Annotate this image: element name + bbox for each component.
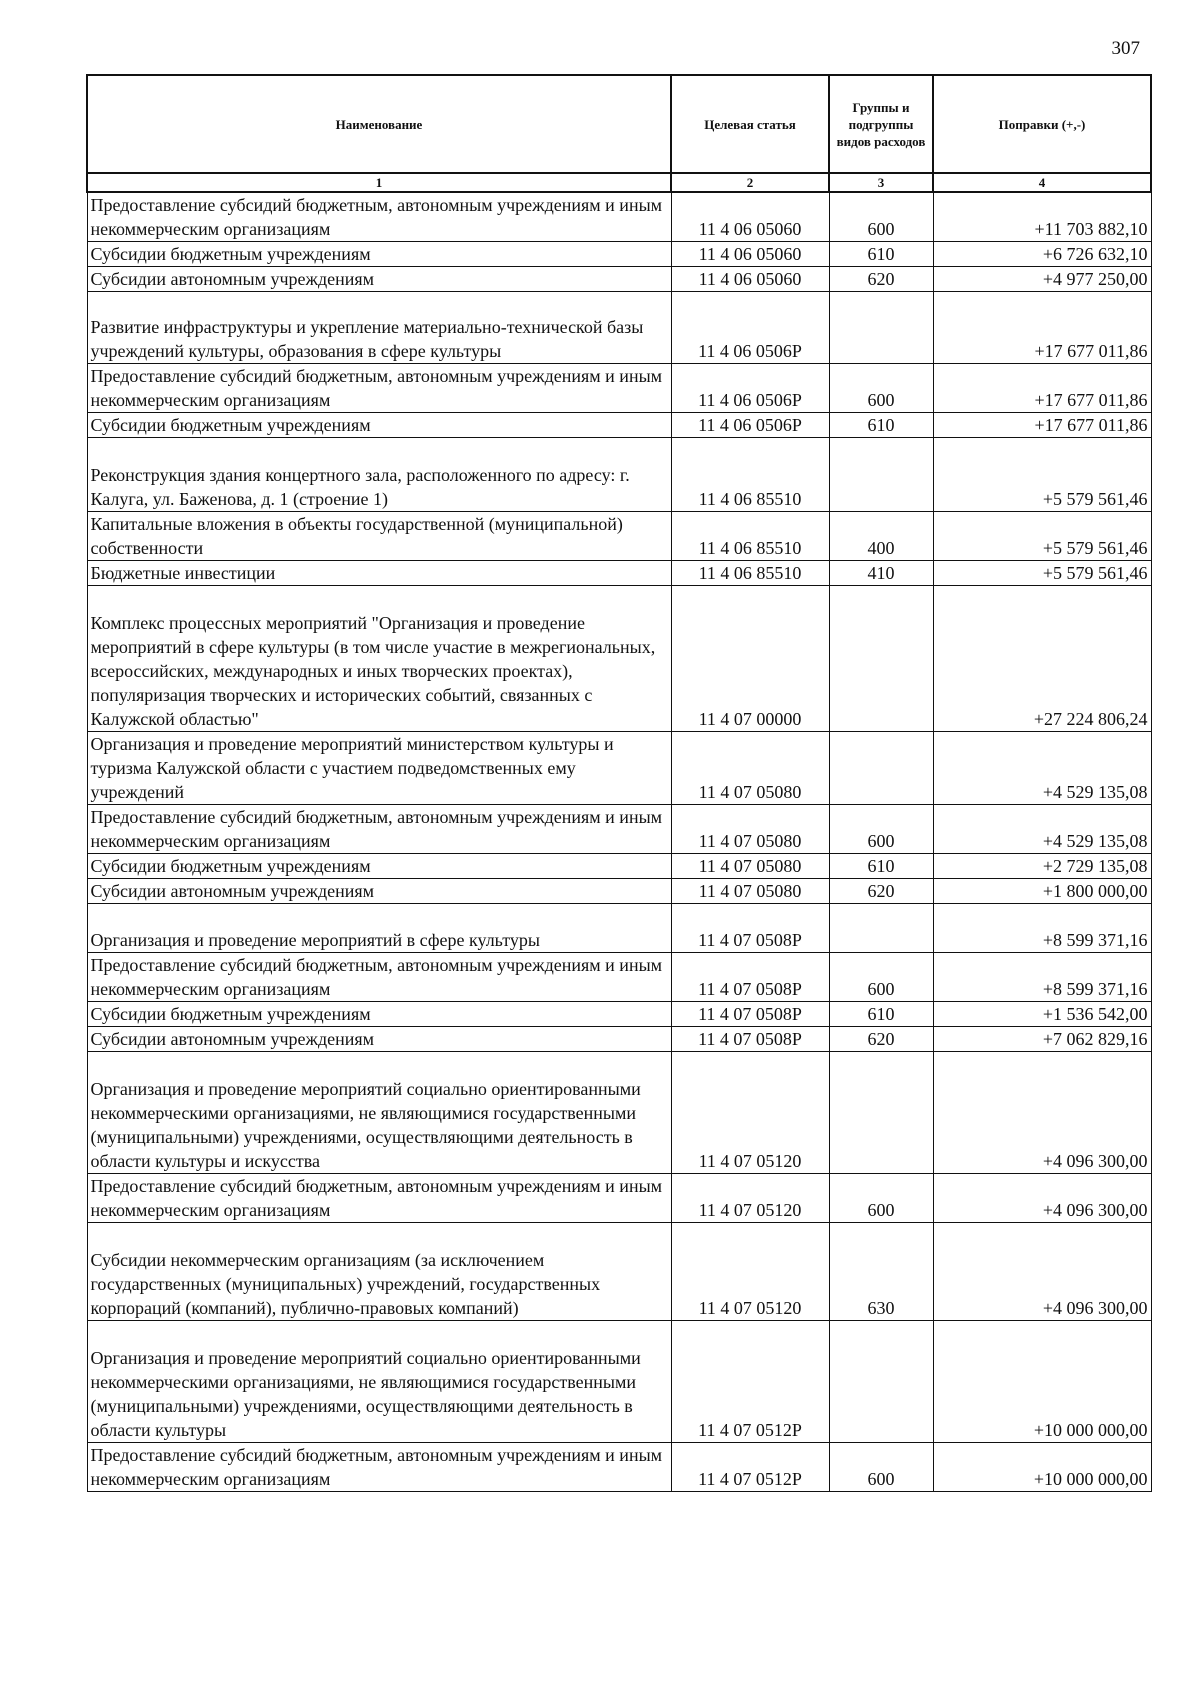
table-row — [87, 854, 1151, 879]
row-target-article: 11 4 07 0512Р — [671, 1443, 829, 1492]
table-row — [87, 1174, 1151, 1223]
row-target-article: 11 4 06 85510 — [671, 561, 829, 586]
row-amendment-amount: +4 096 300,00 — [933, 1052, 1151, 1174]
row-name: Предоставление субсидий бюджетным, автономным учреждениям и иным некоммерческим организациям — [87, 1443, 671, 1492]
header-number-4: 4 — [933, 173, 1151, 192]
row-target-article: 11 4 06 85510 — [671, 512, 829, 561]
table-row — [87, 1223, 1151, 1321]
row-amendment-amount: +4 096 300,00 — [933, 1223, 1151, 1321]
row-name: Комплекс процессных мероприятий "Организация и проведение мероприятий в сфере культуры (в том числе участие в межрегиональных, всероссийских, международных и иных творческих проектах), популяризация творческих и исторических событий, связанных с Калужской областью" — [87, 586, 671, 732]
row-name: Организация и проведение мероприятий в сфере культуры — [87, 904, 671, 953]
table-row — [87, 364, 1151, 413]
budget-amendments-table — [86, 74, 1152, 1492]
row-target-article: 11 4 07 05120 — [671, 1052, 829, 1174]
row-target-article: 11 4 07 05080 — [671, 805, 829, 854]
row-target-article: 11 4 06 0506Р — [671, 292, 829, 364]
row-target-article: 11 4 07 0508Р — [671, 1027, 829, 1052]
row-name: Предоставление субсидий бюджетным, автономным учреждениям и иным некоммерческим организациям — [87, 1174, 671, 1223]
row-name: Субсидии бюджетным учреждениям — [87, 413, 671, 438]
row-amendment-amount: +11 703 882,10 — [933, 192, 1151, 242]
row-name: Реконструкция здания концертного зала, расположенного по адресу: г. Калуга, ул. Баженова, д. 1 (строение 1) — [87, 438, 671, 512]
row-amendment-amount: +5 579 561,46 — [933, 512, 1151, 561]
row-name: Организация и проведение мероприятий социально ориентированными некоммерческими организациями, не являющимися государственными (муниципальными) учреждениями, осуществляющими деятельность в области культуры и искусства — [87, 1052, 671, 1174]
row-expense-group: 610 — [829, 242, 933, 267]
row-amendment-amount: +8 599 371,16 — [933, 904, 1151, 953]
row-expense-group — [829, 732, 933, 805]
row-amendment-amount: +7 062 829,16 — [933, 1027, 1151, 1052]
page-number: 307 — [1111, 38, 1140, 59]
row-expense-group: 610 — [829, 854, 933, 879]
row-amendment-amount: +4 529 135,08 — [933, 732, 1151, 805]
row-amendment-amount: +10 000 000,00 — [933, 1321, 1151, 1443]
row-name: Субсидии автономным учреждениям — [87, 879, 671, 904]
header-number-2: 2 — [671, 173, 829, 192]
row-name: Субсидии автономным учреждениям — [87, 267, 671, 292]
row-amendment-amount: +5 579 561,46 — [933, 438, 1151, 512]
row-name: Развитие инфраструктуры и укрепление материально-технической базы учреждений культуры, образования в сфере культуры — [87, 292, 671, 364]
row-target-article: 11 4 07 0508Р — [671, 1002, 829, 1027]
row-amendment-amount: +10 000 000,00 — [933, 1443, 1151, 1492]
row-expense-group: 630 — [829, 1223, 933, 1321]
row-name: Субсидии автономным учреждениям — [87, 1027, 671, 1052]
table-row — [87, 413, 1151, 438]
table-row — [87, 1443, 1151, 1492]
row-name: Организация и проведение мероприятий социально ориентированными некоммерческими организациями, не являющимися государственными (муниципальными) учреждениями, осуществляющими деятельность в области культуры — [87, 1321, 671, 1443]
row-target-article: 11 4 06 05060 — [671, 267, 829, 292]
row-target-article: 11 4 07 05080 — [671, 879, 829, 904]
row-expense-group — [829, 292, 933, 364]
row-amendment-amount: +27 224 806,24 — [933, 586, 1151, 732]
table-row — [87, 267, 1151, 292]
header-name: Наименование — [87, 75, 671, 173]
table-row — [87, 1002, 1151, 1027]
row-expense-group — [829, 1052, 933, 1174]
row-expense-group: 410 — [829, 561, 933, 586]
row-amendment-amount: +4 977 250,00 — [933, 267, 1151, 292]
row-amendment-amount: +2 729 135,08 — [933, 854, 1151, 879]
row-amendment-amount: +1 536 542,00 — [933, 1002, 1151, 1027]
table-row — [87, 879, 1151, 904]
row-name: Бюджетные инвестиции — [87, 561, 671, 586]
row-name: Организация и проведение мероприятий министерством культуры и туризма Калужской области с участием подведомственных ему учреждений — [87, 732, 671, 805]
header-amendments: Поправки (+,-) — [933, 75, 1151, 173]
row-expense-group: 600 — [829, 953, 933, 1002]
row-name: Субсидии бюджетным учреждениям — [87, 242, 671, 267]
table-row — [87, 512, 1151, 561]
table-row — [87, 904, 1151, 953]
table-row — [87, 732, 1151, 805]
table-row — [87, 805, 1151, 854]
row-name: Субсидии бюджетным учреждениям — [87, 854, 671, 879]
header-expense-groups: Группы и подгруппы видов расходов — [829, 75, 933, 173]
row-expense-group: 400 — [829, 512, 933, 561]
table-row — [87, 1321, 1151, 1443]
row-amendment-amount: +17 677 011,86 — [933, 364, 1151, 413]
row-name: Предоставление субсидий бюджетным, автономным учреждениям и иным некоммерческим организациям — [87, 953, 671, 1002]
row-target-article: 11 4 07 05120 — [671, 1174, 829, 1223]
row-target-article: 11 4 06 0506Р — [671, 364, 829, 413]
row-expense-group: 620 — [829, 267, 933, 292]
row-target-article: 11 4 07 0512Р — [671, 1321, 829, 1443]
table-row — [87, 586, 1151, 732]
table-row — [87, 1027, 1151, 1052]
row-target-article: 11 4 07 0508Р — [671, 953, 829, 1002]
header-number-3: 3 — [829, 173, 933, 192]
table-row — [87, 292, 1151, 364]
row-expense-group: 620 — [829, 879, 933, 904]
row-expense-group: 600 — [829, 805, 933, 854]
row-target-article: 11 4 06 05060 — [671, 192, 829, 242]
row-target-article: 11 4 07 05080 — [671, 732, 829, 805]
row-target-article: 11 4 06 85510 — [671, 438, 829, 512]
table-row — [87, 953, 1151, 1002]
row-amendment-amount: +1 800 000,00 — [933, 879, 1151, 904]
row-expense-group: 600 — [829, 364, 933, 413]
row-expense-group: 600 — [829, 192, 933, 242]
row-amendment-amount: +5 579 561,46 — [933, 561, 1151, 586]
row-amendment-amount: +17 677 011,86 — [933, 413, 1151, 438]
row-target-article: 11 4 07 0508Р — [671, 904, 829, 953]
table-body — [87, 192, 1151, 1492]
row-expense-group: 620 — [829, 1027, 933, 1052]
row-target-article: 11 4 06 0506Р — [671, 413, 829, 438]
table-row — [87, 192, 1151, 242]
row-expense-group — [829, 1321, 933, 1443]
row-amendment-amount: +6 726 632,10 — [933, 242, 1151, 267]
row-expense-group: 600 — [829, 1174, 933, 1223]
row-target-article: 11 4 07 00000 — [671, 586, 829, 732]
row-expense-group: 610 — [829, 413, 933, 438]
row-target-article: 11 4 07 05080 — [671, 854, 829, 879]
header-number-1: 1 — [87, 173, 671, 192]
row-name: Предоставление субсидий бюджетным, автономным учреждениям и иным некоммерческим организациям — [87, 364, 671, 413]
row-expense-group: 600 — [829, 1443, 933, 1492]
row-expense-group — [829, 904, 933, 953]
header-target-article: Целевая статья — [671, 75, 829, 173]
row-expense-group — [829, 438, 933, 512]
row-expense-group — [829, 586, 933, 732]
row-expense-group: 610 — [829, 1002, 933, 1027]
row-amendment-amount: +4 096 300,00 — [933, 1174, 1151, 1223]
row-target-article: 11 4 07 05120 — [671, 1223, 829, 1321]
table-row — [87, 438, 1151, 512]
table-row — [87, 561, 1151, 586]
row-name: Субсидии бюджетным учреждениям — [87, 1002, 671, 1027]
row-target-article: 11 4 06 05060 — [671, 242, 829, 267]
row-amendment-amount: +4 529 135,08 — [933, 805, 1151, 854]
row-amendment-amount: +17 677 011,86 — [933, 292, 1151, 364]
row-amendment-amount: +8 599 371,16 — [933, 953, 1151, 1002]
table-row — [87, 1052, 1151, 1174]
row-name: Капитальные вложения в объекты государственной (муниципальной) собственности — [87, 512, 671, 561]
row-name: Предоставление субсидий бюджетным, автономным учреждениям и иным некоммерческим организациям — [87, 192, 671, 242]
row-name: Субсидии некоммерческим организациям (за исключением государственных (муниципальных) учреждений, государственных корпораций (компаний), публично-правовых компаний) — [87, 1223, 671, 1321]
row-name: Предоставление субсидий бюджетным, автономным учреждениям и иным некоммерческим организациям — [87, 805, 671, 854]
table-row — [87, 242, 1151, 267]
